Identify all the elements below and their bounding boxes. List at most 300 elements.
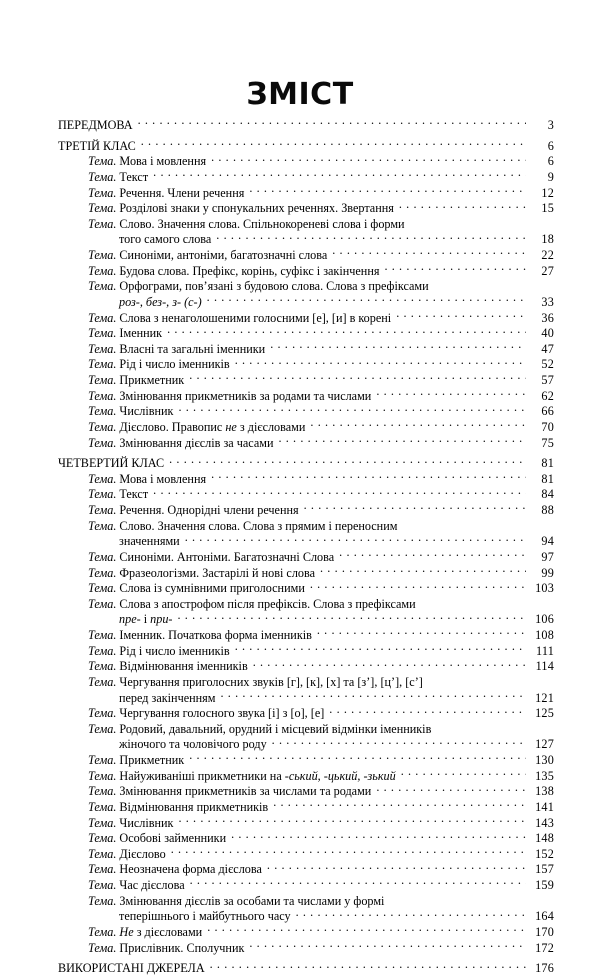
entry-label: Слова з ненаголошеними голосними [е], [и] в корені — [119, 310, 392, 325]
topic-prefix: Тема. — [88, 435, 120, 450]
toc-topic-row[interactable] — [58, 815, 554, 831]
page-number: 75 — [541, 435, 554, 450]
toc-entry[interactable] — [58, 455, 554, 471]
topic-prefix: Тема. — [88, 768, 120, 783]
entry-label: ВИКОРИСТАНІ ДЖЕРЕЛА — [58, 961, 205, 976]
toc-entry[interactable] — [58, 341, 554, 357]
dot-leader — [231, 830, 526, 842]
toc-entry[interactable] — [58, 815, 554, 831]
topic-prefix: Тема. — [88, 169, 120, 184]
topic-prefix: Тема. — [88, 799, 120, 814]
page-number: 12 — [541, 185, 554, 200]
topic-prefix: Тема. — [88, 279, 120, 294]
dot-leader — [167, 325, 526, 337]
entry-text — [58, 154, 206, 169]
dot-leader — [402, 518, 526, 530]
dot-leader — [399, 200, 526, 212]
entry-label: Іменник. Початкова форма іменників — [119, 628, 312, 642]
toc-topic-row[interactable] — [58, 658, 554, 674]
toc-entry[interactable] — [58, 721, 554, 752]
entry-text — [58, 311, 391, 326]
toc-entry-continuation[interactable] — [58, 294, 554, 310]
toc-entry-continuation[interactable] — [58, 533, 554, 549]
dot-leader — [138, 117, 526, 129]
toc-topic-row[interactable] — [58, 877, 554, 893]
toc-topic-row[interactable] — [58, 247, 554, 263]
page-number: 141 — [535, 799, 554, 814]
entry-label: Змінювання прикметників за родами та числами — [119, 388, 372, 403]
dot-leader — [178, 815, 526, 827]
page-number: 52 — [541, 357, 554, 372]
entry-label: Числівник — [119, 815, 174, 830]
entry-text — [58, 784, 371, 799]
topic-prefix: Тема. — [88, 674, 120, 689]
page-number: 36 — [541, 310, 554, 325]
entry-label: Рід і число іменників — [119, 643, 230, 658]
dot-leader — [317, 627, 526, 639]
page-number: 70 — [541, 419, 554, 434]
toc-entry[interactable] — [58, 830, 554, 846]
entry-text — [58, 878, 185, 893]
entry-label: Прикметник — [119, 753, 185, 767]
entry-label: Числівник — [119, 404, 174, 419]
topic-prefix: Тема. — [88, 263, 120, 278]
entry-label: Відмінювання прикметників — [119, 799, 269, 814]
entry-label: Слово. Значення слова. Спільнокореневі слова і форми — [119, 216, 405, 231]
topic-prefix: Тема. — [88, 216, 120, 231]
toc-topic-row[interactable] — [58, 549, 554, 565]
toc-entry[interactable] — [58, 278, 554, 309]
toc-topic-row[interactable] — [58, 216, 554, 232]
dot-leader — [376, 783, 526, 795]
topic-prefix: Тема. — [88, 628, 120, 642]
toc-entry-list — [58, 117, 554, 976]
dot-leader — [401, 768, 526, 780]
page-number: 40 — [541, 326, 554, 341]
toc-topic-row[interactable] — [58, 486, 554, 502]
page-number: 135 — [535, 768, 554, 783]
toc-topic-row[interactable] — [58, 799, 554, 815]
dot-leader — [434, 278, 526, 290]
toc-topic-row[interactable] — [58, 752, 554, 768]
topic-prefix: Тема. — [88, 581, 120, 596]
entry-text — [58, 722, 431, 737]
toc-topic-row[interactable] — [58, 893, 554, 909]
toc-topic-row[interactable] — [58, 153, 554, 169]
topic-prefix: Тема. — [88, 878, 120, 892]
toc-topic-row[interactable] — [58, 768, 554, 784]
topic-prefix: Тема. — [88, 503, 120, 517]
page-number: 138 — [535, 784, 554, 799]
toc-topic-row[interactable] — [58, 356, 554, 372]
toc-entry-continuation[interactable] — [58, 736, 554, 752]
entry-text — [58, 753, 184, 768]
toc-topic-row[interactable] — [58, 940, 554, 956]
dot-leader — [384, 263, 526, 275]
entry-label-part: з дієсловами — [133, 924, 203, 939]
dot-leader — [436, 721, 526, 733]
toc-section-row[interactable] — [58, 455, 554, 471]
entry-label-part: не — [225, 419, 237, 434]
toc-topic-row[interactable] — [58, 471, 554, 487]
toc-topic-row[interactable] — [58, 310, 554, 326]
toc-topic-row[interactable] — [58, 419, 554, 435]
dot-leader — [272, 736, 526, 748]
toc-entry[interactable] — [58, 658, 554, 674]
page-number: 170 — [535, 924, 554, 939]
toc-topic-row[interactable] — [58, 596, 554, 612]
entry-text — [58, 389, 371, 404]
toc-entry[interactable] — [58, 169, 554, 185]
entry-label: Речення. Члени речення — [119, 185, 245, 200]
entry-label: Слова з апострофом після префіксів. Слова з префіксами — [119, 596, 416, 611]
topic-prefix: Тема. — [88, 404, 120, 419]
toc-topic-row[interactable] — [58, 502, 554, 518]
entry-label: Речення. Однорідні члени речення — [119, 503, 299, 517]
topic-prefix: Тема. — [88, 201, 120, 216]
entry-label: значеннями — [119, 534, 180, 549]
entry-label: Змінювання прикметників за числами та родами — [119, 784, 372, 799]
dot-leader — [211, 153, 526, 165]
toc-entry[interactable] — [58, 263, 554, 279]
topic-prefix: Тема. — [88, 815, 120, 830]
toc-section-row[interactable] — [58, 960, 554, 976]
topic-prefix: Тема. — [88, 248, 120, 262]
page-number: 33 — [541, 294, 554, 309]
page-number: 127 — [535, 737, 554, 752]
entry-text — [58, 941, 244, 956]
dot-leader — [296, 908, 526, 920]
toc-entry[interactable] — [58, 846, 554, 862]
dot-leader — [153, 169, 526, 181]
entry-text — [58, 925, 202, 940]
page-number: 18 — [541, 232, 554, 247]
topic-prefix: Тема. — [88, 721, 120, 736]
page-number: 9 — [547, 169, 554, 184]
page-number: 27 — [541, 263, 554, 278]
dot-leader — [185, 533, 526, 545]
dot-leader — [410, 216, 526, 228]
toc-entry[interactable] — [58, 549, 554, 565]
toc-entry[interactable] — [58, 674, 554, 705]
page-number: 62 — [541, 388, 554, 403]
page-number: 176 — [535, 961, 554, 976]
toc-entry[interactable] — [58, 783, 554, 799]
entry-text — [58, 597, 416, 612]
entry-text — [58, 326, 162, 341]
toc-entry[interactable] — [58, 502, 554, 518]
toc-entry[interactable] — [58, 799, 554, 815]
toc-topic-row[interactable] — [58, 388, 554, 404]
entry-text — [58, 628, 312, 643]
dot-leader — [310, 580, 526, 592]
toc-topic-row[interactable] — [58, 705, 554, 721]
topic-prefix: Тема. — [88, 549, 120, 564]
toc-section-row[interactable] — [58, 138, 554, 154]
entry-text — [58, 420, 305, 435]
toc-entry-continuation[interactable] — [58, 611, 554, 627]
dot-leader — [376, 388, 526, 400]
topic-prefix: Тема. — [88, 596, 120, 611]
page-title: ЗМІСТ — [246, 77, 354, 112]
entry-text — [58, 436, 273, 451]
toc-topic-row[interactable] — [58, 643, 554, 659]
dot-leader — [210, 960, 526, 972]
entry-text — [58, 862, 262, 877]
toc-entry[interactable] — [58, 185, 554, 201]
toc-topic-row[interactable] — [58, 278, 554, 294]
page-number: 164 — [535, 909, 554, 924]
entry-label: Чергування приголосних звуків [г], [к], [х] та [з’], [ц’], [с’] — [119, 674, 423, 689]
toc-topic-row[interactable] — [58, 325, 554, 341]
toc-topic-row[interactable] — [58, 372, 554, 388]
entry-text — [58, 816, 173, 831]
entry-label: Синоніми. Антоніми. Багатозначні Слова — [119, 549, 335, 564]
topic-prefix: Тема. — [88, 357, 120, 372]
topic-prefix: Тема. — [88, 784, 120, 799]
entry-text — [58, 264, 379, 279]
entry-text — [58, 894, 384, 909]
toc-entry[interactable] — [58, 435, 554, 451]
page-number: 81 — [541, 471, 554, 486]
topic-prefix: Тема. — [88, 419, 120, 434]
dot-leader — [278, 435, 526, 447]
entry-text — [58, 170, 148, 185]
entry-label: ПЕРЕДМОВА — [58, 118, 133, 132]
page-number: 148 — [535, 831, 554, 846]
page-number: 22 — [541, 248, 554, 262]
dot-leader — [320, 565, 526, 577]
toc-entry[interactable] — [58, 580, 554, 596]
topic-prefix: Тема. — [88, 487, 120, 502]
toc-topic-row[interactable] — [58, 518, 554, 534]
entry-label: Іменник — [119, 326, 163, 341]
toc-entry[interactable] — [58, 960, 554, 976]
dot-leader — [190, 877, 526, 889]
dot-leader — [216, 231, 526, 243]
toc-topic-row[interactable] — [58, 169, 554, 185]
entry-label: Мова і мовлення — [119, 154, 207, 169]
page-number: 103 — [535, 581, 554, 596]
dot-leader — [270, 341, 526, 353]
topic-prefix: Тема. — [88, 341, 120, 356]
entry-label: Будова слова. Префікс, корінь, суфікс і закінчення — [119, 263, 380, 278]
entry-text — [58, 769, 396, 784]
toc-entry[interactable] — [58, 403, 554, 419]
dot-leader — [310, 419, 526, 431]
toc-entry[interactable] — [58, 627, 554, 643]
toc-entry[interactable] — [58, 752, 554, 768]
entry-label-part: Найуживаніші прикметники на — [119, 768, 285, 783]
dot-leader — [211, 471, 526, 483]
toc-entry[interactable] — [58, 471, 554, 487]
page-number: 172 — [535, 940, 554, 955]
dot-leader — [153, 486, 526, 498]
toc-entry[interactable] — [58, 310, 554, 326]
entry-label: роз-, без-, з- (с-) — [119, 294, 202, 309]
toc-entry[interactable] — [58, 768, 554, 784]
entry-text — [58, 831, 226, 846]
page-number: 84 — [541, 487, 554, 502]
entry-label: Прикметник — [119, 373, 185, 387]
toc-entry-continuation[interactable] — [58, 690, 554, 706]
entry-text — [58, 503, 299, 518]
dot-leader — [273, 799, 526, 811]
entry-label: Чергування голосного звука [і] з [о], [е] — [119, 706, 325, 721]
entry-text — [58, 186, 244, 201]
page-number: 97 — [541, 549, 554, 564]
toc-topic-row[interactable] — [58, 924, 554, 940]
entry-label: Власні та загальні іменники — [119, 341, 266, 356]
toc-entry[interactable] — [58, 518, 554, 549]
toc-topic-row[interactable] — [58, 846, 554, 862]
dot-leader — [396, 310, 526, 322]
toc-entry[interactable] — [58, 372, 554, 388]
toc-entry[interactable] — [58, 486, 554, 502]
dot-leader — [178, 403, 526, 415]
toc-entry[interactable] — [58, 861, 554, 877]
page-number: 47 — [541, 341, 554, 356]
page-number: 106 — [535, 612, 554, 627]
dot-leader — [207, 924, 526, 936]
toc-entry[interactable] — [58, 153, 554, 169]
toc-entry[interactable] — [58, 138, 554, 154]
page-number: 114 — [535, 659, 554, 674]
entry-text — [58, 472, 206, 487]
toc-entry-continuation[interactable] — [58, 908, 554, 924]
toc-topic-row[interactable] — [58, 185, 554, 201]
entry-label: Синоніми, антоніми, багатозначні слова — [119, 248, 328, 262]
topic-prefix: Тема. — [88, 185, 120, 200]
entry-label-part: з дієсловами — [236, 419, 306, 434]
toc-topic-row[interactable] — [58, 721, 554, 737]
entry-text — [58, 612, 172, 627]
dot-leader — [249, 185, 526, 197]
entry-label: Рід і число іменників — [119, 357, 230, 372]
entry-label: Орфограми, пов’язані з будовою слова. Слова з префіксами — [119, 279, 429, 294]
toc-entry[interactable] — [58, 877, 554, 893]
toc-entry-continuation[interactable] — [58, 231, 554, 247]
entry-label: Змінювання дієслів за часами — [119, 435, 274, 450]
entry-text — [58, 675, 423, 690]
toc-topic-row[interactable] — [58, 435, 554, 451]
toc-topic-row[interactable] — [58, 565, 554, 581]
toc-entry[interactable] — [58, 596, 554, 627]
entry-label: Час дієслова — [119, 878, 185, 892]
toc-topic-row[interactable] — [58, 263, 554, 279]
toc-topic-row[interactable] — [58, 627, 554, 643]
entry-text — [58, 691, 215, 706]
topic-prefix: Тема. — [88, 643, 120, 658]
entry-text — [58, 295, 202, 310]
page-number: 3 — [547, 118, 554, 132]
topic-prefix: Тема. — [88, 862, 120, 877]
entry-text — [58, 404, 173, 419]
toc-topic-row[interactable] — [58, 580, 554, 596]
page-number: 66 — [541, 404, 554, 419]
entry-text — [58, 534, 180, 549]
entry-text — [58, 357, 230, 372]
toc-entry[interactable] — [58, 643, 554, 659]
entry-label: Особові займенники — [119, 831, 227, 846]
topic-prefix: Тема. — [88, 706, 120, 721]
topic-prefix: Тема. — [88, 373, 120, 387]
entry-text — [58, 118, 133, 133]
dot-leader — [332, 247, 526, 259]
topic-prefix: Тема. — [88, 154, 120, 169]
page-number: 121 — [535, 690, 554, 705]
toc-entry[interactable] — [58, 705, 554, 721]
toc-topic-row[interactable] — [58, 403, 554, 419]
toc-topic-row[interactable] — [58, 341, 554, 357]
dot-leader — [141, 138, 526, 150]
toc-topic-row[interactable] — [58, 674, 554, 690]
dot-leader — [235, 643, 526, 655]
entry-label: жіночого та чоловічого роду — [119, 737, 267, 752]
entry-label-part: -ський, -цький, -зький — [284, 768, 396, 783]
entry-label-part: пре- — [119, 612, 141, 627]
toc-entry[interactable] — [58, 924, 554, 940]
toc-topic-row[interactable] — [58, 830, 554, 846]
toc-entry[interactable] — [58, 388, 554, 404]
page-number: 88 — [541, 503, 554, 517]
toc-entry[interactable] — [58, 247, 554, 263]
page-number: 111 — [536, 643, 554, 658]
entry-text — [58, 566, 315, 581]
toc-entry[interactable] — [58, 419, 554, 435]
toc-entry[interactable] — [58, 216, 554, 247]
entry-label: Неозначена форма дієслова — [119, 862, 262, 877]
dot-leader — [169, 455, 526, 467]
page-number: 6 — [547, 138, 554, 153]
entry-label: Фразеологізми. Застарілі й нові слова — [119, 565, 316, 580]
page-number: 6 — [547, 154, 554, 169]
toc-entry[interactable] — [58, 356, 554, 372]
toc-entry[interactable] — [58, 200, 554, 216]
entry-label: ТРЕТІЙ КЛАС — [58, 138, 136, 153]
entry-text — [58, 909, 291, 924]
dot-leader — [249, 940, 526, 952]
toc-entry[interactable] — [58, 117, 554, 133]
toc-entry[interactable] — [58, 940, 554, 956]
toc-entry[interactable] — [58, 565, 554, 581]
entry-text — [58, 581, 305, 596]
toc-topic-row[interactable] — [58, 200, 554, 216]
page-number: 152 — [535, 846, 554, 861]
entry-label: Родовий, давальний, орудний і місцевий відмінки іменників — [119, 721, 432, 736]
topic-prefix: Тема. — [88, 940, 120, 955]
entry-text — [58, 373, 184, 388]
entry-label: Слова із сумнівними приголосними — [119, 581, 305, 596]
topic-prefix: Тема. — [88, 893, 120, 908]
entry-label: Дієслово — [119, 846, 166, 861]
entry-label: Розділові знаки у спонукальних реченнях. Звертання — [119, 201, 394, 216]
toc-section-row[interactable] — [58, 117, 554, 133]
page-number: 57 — [541, 373, 554, 387]
entry-text — [58, 644, 230, 659]
topic-prefix: Тема. — [88, 518, 120, 533]
page-number: 125 — [535, 706, 554, 721]
dot-leader — [171, 846, 526, 858]
toc-topic-row[interactable] — [58, 783, 554, 799]
toc-entry[interactable] — [58, 893, 554, 924]
topic-prefix: Тема. — [88, 846, 120, 861]
toc-topic-row[interactable] — [58, 861, 554, 877]
topic-prefix: Тема. — [88, 388, 120, 403]
dot-leader — [177, 611, 526, 623]
toc-entry[interactable] — [58, 325, 554, 341]
topic-prefix: Тема. — [88, 659, 120, 674]
